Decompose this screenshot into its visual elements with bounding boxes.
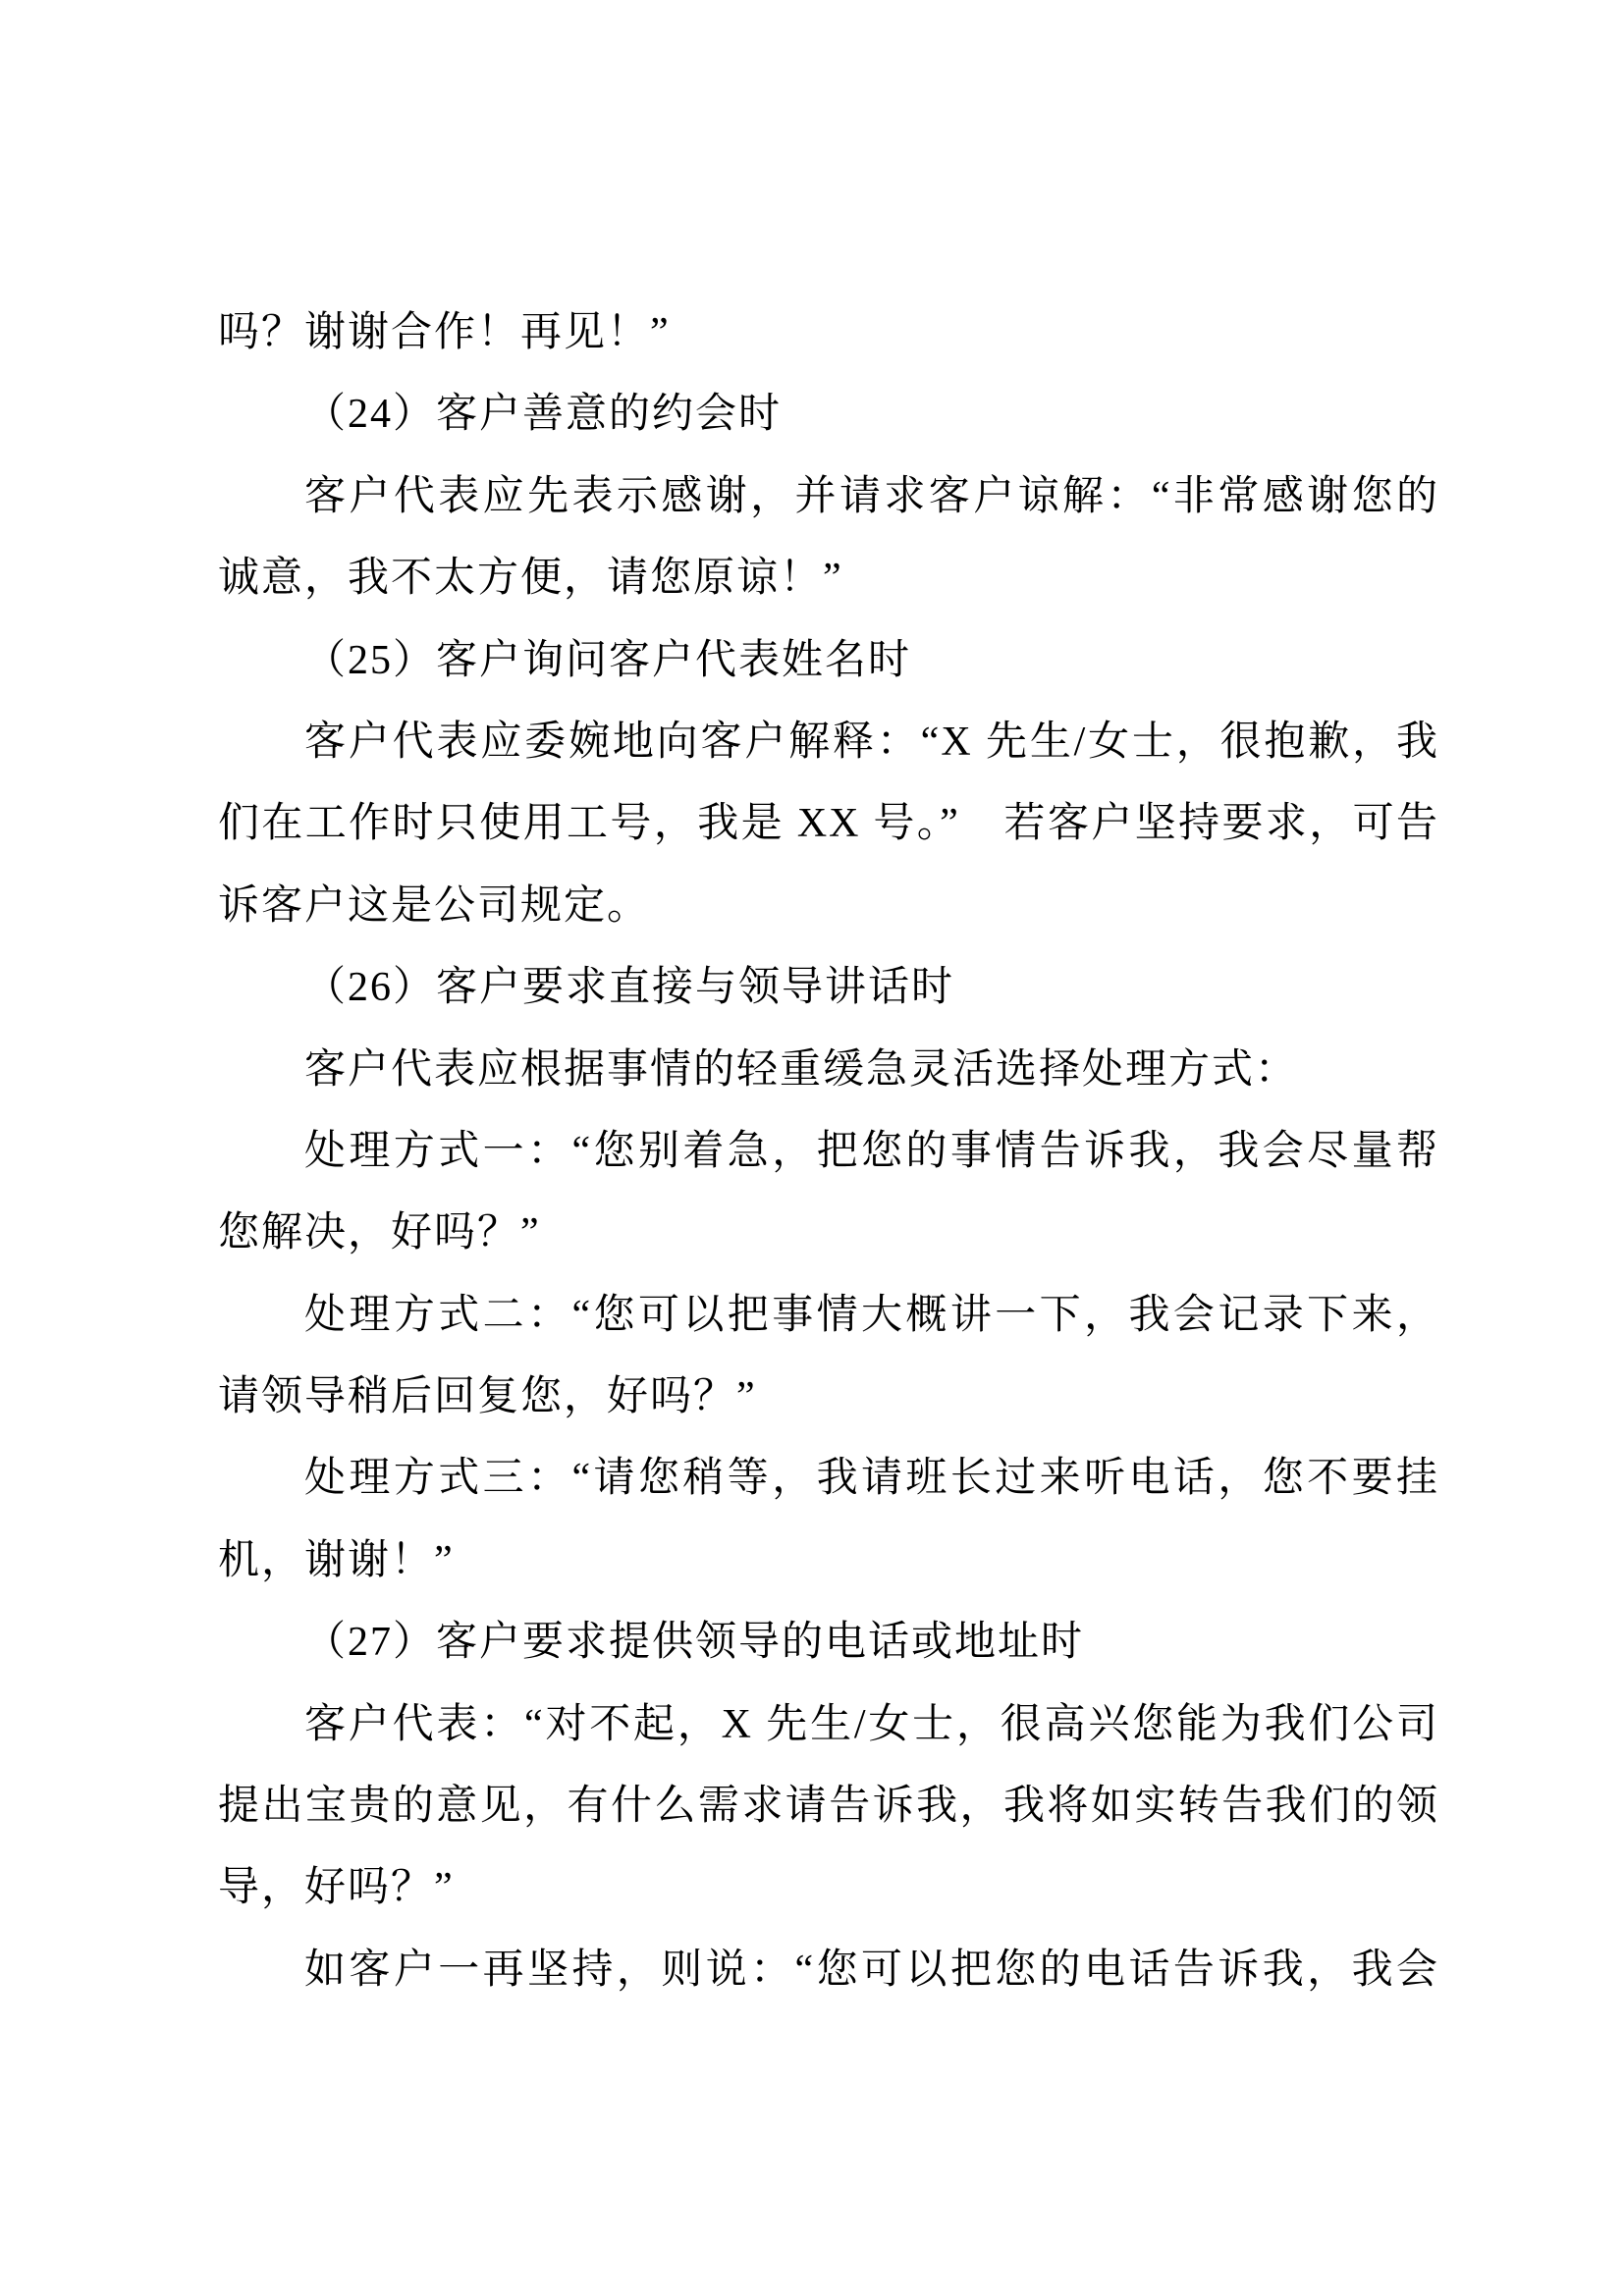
document-line: 如客户一再坚持，则说：“您可以把您的电话告诉我，我会 [304,1947,1439,1993]
document-line: 诚意，我不太方便，请您原谅！” [218,556,843,602]
document-line: 请领导稍后回复您，好吗？” [218,1374,757,1420]
section-heading-27: （27）客户要求提供领导的电话或地址时 [304,1620,1085,1666]
document-line: 客户代表应委婉地向客户解释：“X 先生/女士，很抱歉，我 [304,719,1439,765]
document-line: 处理方式一：“您别着急，把您的事情告诉我，我会尽量帮 [304,1128,1439,1174]
document-line: 客户代表应先表示感谢，并请求客户谅解：“非常感谢您的 [304,473,1439,519]
document-line: 处理方式三：“请您稍等，我请班长过来听电话，您不要挂 [304,1456,1439,1502]
document-line: 导，好吗？” [218,1865,455,1911]
document-line: 客户代表：“对不起，X 先生/女士，很高兴您能为我们公司 [304,1701,1439,1747]
document-line: 处理方式二：“您可以把事情大概讲一下，我会记录下来， [304,1292,1439,1338]
section-heading-26: （26）客户要求直接与领导讲话时 [304,965,955,1011]
document-line: 提出宝贵的意见，有什么需求请告诉我，我将如实转告我们的领 [218,1784,1439,1830]
section-heading-25: （25）客户询问客户代表姓名时 [304,637,912,683]
document-line: 客户代表应根据事情的轻重缓急灵活选择处理方式： [304,1046,1299,1093]
section-heading-24: （24）客户善意的约会时 [304,392,783,438]
document-line: 吗？谢谢合作！再见！” [218,310,671,355]
text-block [218,293,1439,2011]
document-line: 们在工作时只使用工号，我是 XX 号。” 若客户坚持要求，可告 [218,801,1439,847]
document-line: 机，谢谢！” [218,1537,455,1583]
document-line: 您解决，好吗？” [218,1210,541,1256]
document-line: 诉客户这是公司规定。 [218,882,651,929]
